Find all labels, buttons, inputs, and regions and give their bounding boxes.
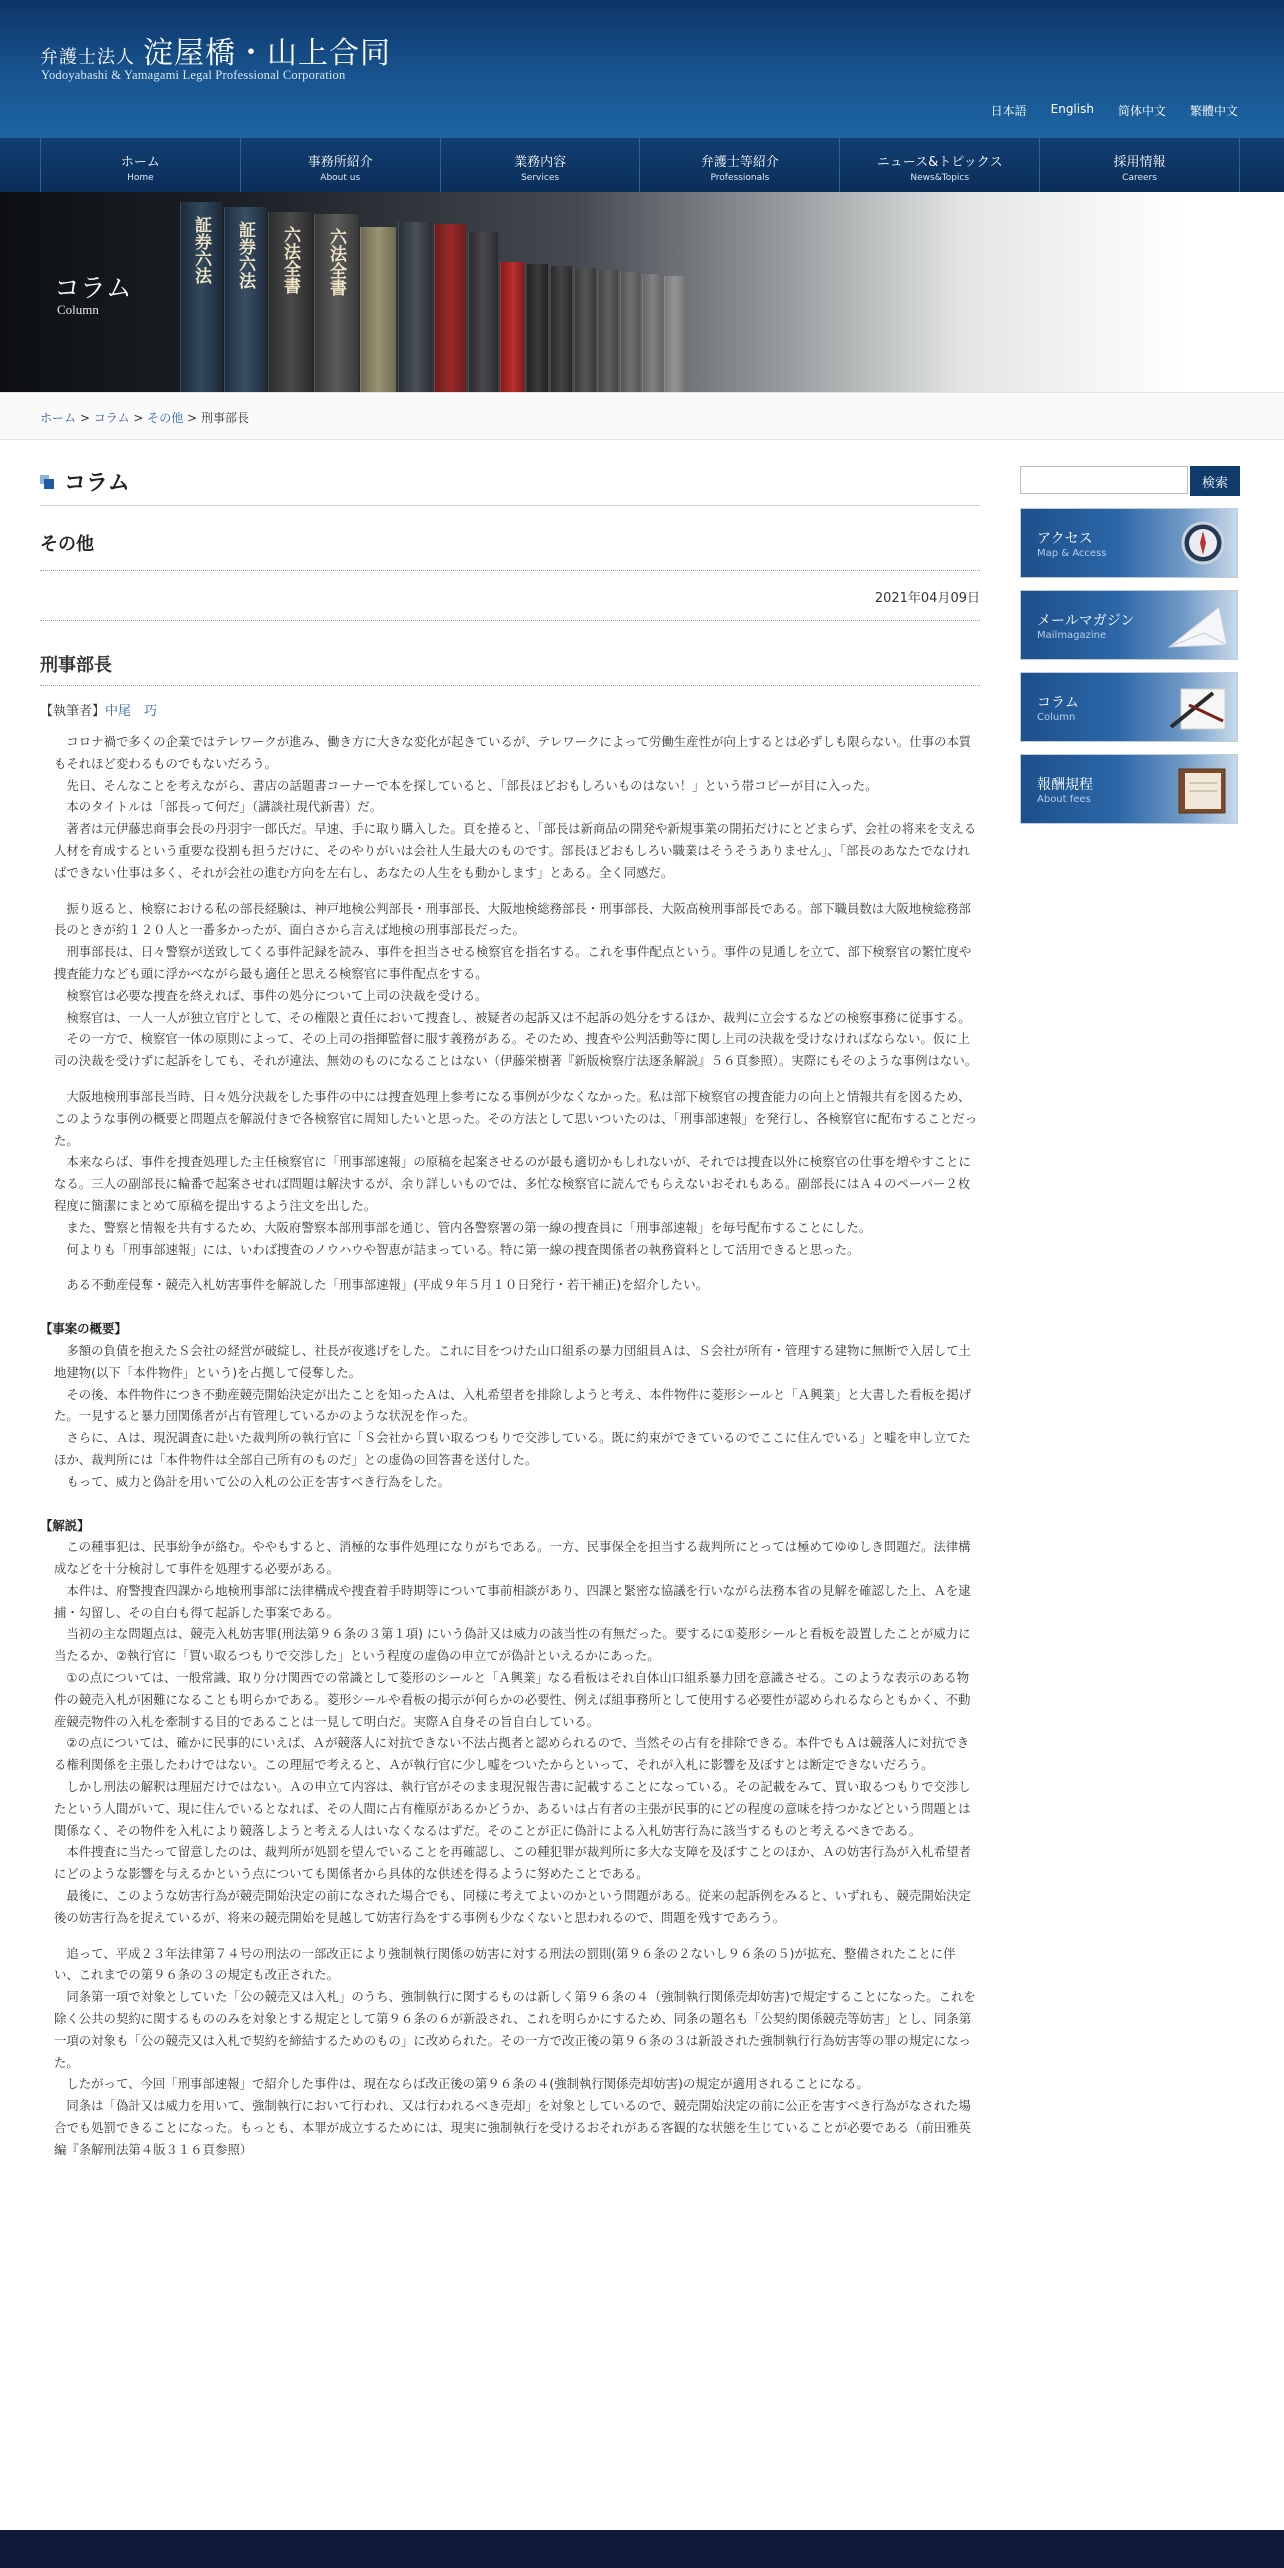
article-paragraph: 何よりも「刑事部速報」には、いわば捜査のノウハウや智恵が詰まっている。特に第一線の捜査関係者の執務資料として活用できると思った。 — [66, 1241, 860, 1257]
search-button[interactable]: 検索 — [1190, 466, 1240, 496]
nav-label: 採用情報 — [1113, 155, 1166, 170]
author-link[interactable]: 中尾 巧 — [105, 704, 158, 719]
banner-subtitle: Mailmagazine — [1037, 630, 1107, 641]
article-paragraph: さらに、Ａは、現況調査に赴いた裁判所の執行官に「Ｓ会社から買い取るつもりで交渉している。既に約束ができているのでここに住んでいる」と嘘を申し立てたほか、裁判所には「本件物件は全部自己所有のものだ」との虚偽の回答書を送付した。 — [54, 1430, 971, 1467]
nav-label: 業務内容 — [514, 155, 567, 170]
site-logo[interactable] — [40, 28, 391, 72]
hero-banner — [0, 192, 1284, 392]
article-paragraph: 追って、平成２３年法律第７４号の刑法の一部改正により強制執行関係の妨害に対する刑法の罰則(第９６条の２ないし９６条の５)が拡充、整備されたことに伴い、これまでの第９６条の３の規定も改正された。 — [54, 1945, 956, 1983]
article-paragraph: この種事犯は、民事紛争が絡む。ややもすると、消極的な事件処理になりがちである。一方、民事保全を担当する裁判所にとっては極めてゆゆしき問題だ。法律構成などを十分検討して事件を処理する必要がある。 — [54, 1539, 971, 1577]
article-paragraph: コロナ禍で多くの企業ではテレワークが進み、働き方に大きな変化が起きているが、テレワークによって労働生産性が向上するとは必ずしも限らない。仕事の本質もそれほど変わるものでもないだろう。 — [54, 734, 972, 771]
book — [224, 207, 266, 392]
book — [398, 222, 432, 392]
article-paragraph: 本件は、府警捜査四課から地検刑事部に法律構成や捜査着手時期等について事前相談があり、四課と緊密な協議を行いながら法務本省の見解を確認した上、Ａを逮捕・勾留し、その自白も得て起訴した事案である。 — [54, 1582, 971, 1620]
breadcrumb-home[interactable]: ホーム — [40, 411, 77, 425]
author-label: 【執筆者】 — [40, 704, 106, 719]
article-paragraph: もって、威力と偽計を用いて公の入札の公正を害すべき行為をした。 — [66, 1473, 451, 1489]
article-paragraph: 本のタイトルは「部長って何だ」（講談社現代新書）だ。 — [66, 799, 383, 815]
breadcrumb-bar — [0, 392, 1284, 440]
article-paragraph: 同条は「偽計又は威力を用いて、強制執行において行われ、又は行われるべき売却」を対象としているので、競売開始決定の前に公正を害すべき行為がなされた場合でも処罰できることになった。もっとも、本罪が成立するためには、現実に強制執行を受けるおそれがある客観的な状態を生じていることが必要である（前田雅英編『条解刑法第４版３１６頁参照） — [54, 2098, 971, 2157]
hero-subtitle: Column — [57, 302, 99, 317]
breadcrumb-separator: > — [183, 411, 201, 425]
article-body — [40, 731, 980, 2161]
nav-home[interactable] — [40, 138, 240, 193]
banner-fees[interactable] — [1020, 754, 1238, 824]
book — [468, 232, 498, 392]
book — [268, 212, 312, 392]
paragraph-gap — [40, 1929, 980, 1943]
breadcrumb-other[interactable]: その他 — [147, 411, 184, 425]
sidebar — [1020, 466, 1240, 824]
hero-title: コラム — [54, 274, 132, 304]
logo-subtitle: Yodoyabashi & Yamagami Legal Professional Corporation — [41, 68, 346, 82]
nav-label: ホーム — [120, 155, 160, 170]
lang-japanese[interactable]: 日本語 — [990, 104, 1027, 118]
article-paragraph: ①の点については、一般常識、取り分け関西での常識として菱形のシールと「Ａ興業」なる看板はそれ自体山口組系暴力団を意識させる。このような表示のある物件の競売入札が困難になることも明らかである。菱形シールや看板の掲示が何らかの必要性、例えば組事務所として使用する必要性が認められるならともかく、不動産競売物件の入札を牽制する目的であることは一見して明白だ。実際Ａ自身その旨自白している。 — [54, 1670, 971, 1729]
article-paragraph: ある不動産侵奪・競売入札妨害事件を解説した「刑事部速報」(平成９年５月１０日発行・若干補正)を紹介したい。 — [66, 1277, 708, 1293]
compass-icon — [1159, 517, 1229, 571]
banner-access[interactable] — [1020, 508, 1238, 578]
article-paragraph: 振り返ると、検察における私の部長経験は、神戸地検公判部長・刑事部長、大阪地検総務部長・刑事部長、大阪高検刑事部長である。部下職員数は大阪地検総務部長のときが約１２０人と一番多かったが、面白さから言えば地検の刑事部長だった。 — [54, 900, 971, 938]
nav-sublabel: About us — [320, 173, 361, 183]
banner-title: 報酬規程 — [1037, 777, 1093, 793]
article-paragraph: 最後に、このような妨害行為が競売開始決定の前になされた場合でも、同様に考えてよいのかという問題がある。従来の起訴例をみると、いずれも、競売開始決定後の妨害行為を捉えているが、将来の競売開始を見越して妨害行為をする事例も少なくないと思われるので、問題を残すであろう。 — [54, 1888, 971, 1925]
search-input[interactable] — [1020, 466, 1188, 494]
banner-subtitle: About fees — [1037, 794, 1091, 805]
site-header — [0, 0, 1284, 137]
envelope-icon — [1159, 599, 1229, 653]
book-label: 六法全書 — [326, 228, 346, 296]
book-label: 六法全書 — [280, 226, 300, 294]
book-label: 証券六法 — [191, 216, 211, 284]
lang-traditional-chinese[interactable]: 繁體中文 — [1189, 104, 1238, 118]
article-paragraph: その後、本件物件につき不動産競売開始決定が出たことを知ったＡは、入札希望者を排除しようと考え、本件物件に菱形シールと「Ａ興業」と大書した看板を掲げた。一見すると暴力団関係者が占有管理しているかのような状況を作った。 — [54, 1386, 972, 1424]
paragraph-gap — [40, 1072, 980, 1086]
nav-careers[interactable] — [1039, 138, 1240, 193]
nav-sublabel: Home — [127, 173, 154, 183]
nav-services[interactable] — [440, 138, 640, 193]
site-footer — [0, 2530, 1284, 2568]
book — [550, 266, 572, 392]
category-title: その他 — [40, 530, 980, 571]
main-content — [40, 466, 980, 2161]
banner-column[interactable] — [1020, 672, 1238, 742]
book — [314, 214, 358, 392]
logo-name: 淀屋橋・山上合同 — [143, 36, 391, 71]
nav-label: 事務所紹介 — [307, 155, 373, 170]
book — [574, 268, 596, 392]
article-subheading: 【解説】 — [40, 1517, 90, 1533]
book — [434, 224, 466, 392]
book — [598, 270, 618, 392]
section-gap — [40, 1493, 980, 1515]
section-square-icon — [40, 475, 54, 489]
search-form — [1020, 466, 1240, 496]
article-paragraph: 多額の負債を抱えたＳ会社の経営が破綻し、社長が夜逃げをした。これに目をつけた山口組系の暴力団組員Ａは、Ｓ会社が所有・管理する建物に無断で入居して土地建物(以下「本件物件」という)を占拠して侵奪した。 — [54, 1342, 971, 1380]
nav-about[interactable] — [240, 138, 440, 193]
banner-subtitle: Column — [1037, 712, 1076, 723]
breadcrumb-separator: > — [129, 411, 148, 425]
book — [642, 274, 662, 392]
breadcrumb-current: 刑事部長 — [200, 411, 249, 425]
article-paragraph: その一方で、検察官一体の原則によって、その上司の指揮監督に服す義務がある。そのため、捜査や公判活動等に関し上司の決裁を受けなければならない。仮に上司の決裁を受けずに起訴をしても、それが違法、無効のものになることはない（伊藤栄樹著『新版検察庁法逐条解説』５６頁参照）。実際にもそのような事例はない。 — [54, 1031, 978, 1069]
nav-news[interactable] — [839, 138, 1039, 193]
post-date: 2021年04月09日 — [40, 587, 980, 621]
article-paragraph: 本件捜査に当たって留意したのは、裁判所が処罰を望んでいることを再確認し、この種犯罪が裁判所に多大な支障を及ぼすことのほか、Ａの妨害行為が入札希望者にどのような影響を与えるかという点についても関係者から具体的な供述を得るように努めたことである。 — [54, 1844, 971, 1882]
paragraph-gap — [40, 1260, 980, 1274]
article-paragraph: 検察官は、一人一人が独立官庁として、その権限と責任において捜査し、被疑者の起訴又は不起訴の処分をするほか、裁判に立会するなどの検察事務に従事する。 — [66, 1009, 971, 1025]
book — [620, 272, 640, 392]
article-title: 刑事部長 — [40, 651, 980, 686]
banner-title: コラム — [1037, 695, 1079, 711]
pen-icon — [1159, 681, 1229, 735]
article-paragraph: 本来ならば、事件を捜査処理した主任検察官に「刑事部速報」の原稿を起案させるのが最も適切かもしれないが、それでは捜査以外に検察官の仕事を増やすことになる。三人の副部長に輪番で起案させれば問題は解決するが、余り詳しいものでは、多忙な検察官に読んでもらえないおそれもある。副部長にはＡ４のペーパー２枚程度に簡潔にまとめて原稿を提出するよう注文を出した。 — [54, 1154, 971, 1213]
books-image — [170, 192, 970, 392]
breadcrumb-separator: > — [76, 411, 94, 425]
nav-label: ニュース&トピックス — [876, 155, 1003, 170]
lang-english[interactable]: English — [1050, 102, 1094, 116]
nav-sublabel: Careers — [1122, 173, 1157, 183]
book — [500, 262, 524, 392]
breadcrumb-column[interactable]: コラム — [93, 411, 130, 425]
section-title-text: コラム — [64, 471, 130, 496]
banner-subtitle: Map & Access — [1037, 548, 1107, 559]
article-paragraph: ②の点については、確かに民事的にいえば、Ａが競落人に対抗できない不法占拠者と認められるので、当然その占有を排除できる。本件でもＡは競落人に対抗できる権利関係を主張したわけではない。この理屈で考えると、Ａが執行官に少し嘘をついたからといって、それが入札に影響を及ぼすとは断定できないだろう。 — [54, 1735, 970, 1773]
banner-mailmagazine[interactable] — [1020, 590, 1238, 660]
article-paragraph: 刑事部長は、日々警察が送致してくる事件記録を読み、事件を担当させる検察官を指名する。これを事件配点という。事件の見通しを立て、部下検察官の繁忙度や捜査能力なども頭に浮かべながら最も適任と思える検察官に事件配点をする。 — [54, 944, 972, 981]
book — [664, 276, 684, 392]
article-paragraph: しかし刑法の解釈は理屈だけではない。Ａの申立て内容は、執行官がそのまま現況報告書に記載することになっている。その記載をみて、買い取るつもりで交渉したという人間がいて、現に住んでいるとなれば、その人間に占有権原があるかどうか、あるいは占有者の主張が民事的にどの程度の意味を持つかなどという問題とは関係なく、その物件を入札により競落しようと考える人はいなくなるはずだ。そのことが正に偽計による入札妨害行為に該当するものと考えるべきである。 — [54, 1779, 971, 1838]
article-paragraph: 大阪地検刑事部長当時、日々処分決裁をした事件の中には捜査処理上参考になる事例が少なくなかった。私は部下検察官の捜査能力の向上と情報共有を図るため、このような事例の概要と問題点を解説付きで各検察官に周知したいと思った。その方法として思いついたのは、「刑事部速報」を発行し、各検察官に配布することだった。 — [54, 1088, 978, 1148]
banner-title: アクセス — [1037, 531, 1093, 547]
article-paragraph: また、警察と情報を共有するため、大阪府警察本部刑事部を通じ、管内各警察署の第一線の捜査員に「刑事部速報」を毎号配布することにした。 — [66, 1219, 872, 1235]
article-paragraph: 先日、そんなことを考えながら、書店の話題書コーナーで本を探していると、「部長ほどおもしろいものはない！」という帯コピーが目に入った。 — [66, 777, 878, 793]
nav-label: 弁護士等紹介 — [700, 155, 779, 170]
article-paragraph: 当初の主な問題点は、競売入札妨害罪(刑法第９６条の３第１項) にいう偽計又は威力の該当性の有無だった。要するに①菱形シールと看板を設置したことが威力に当たるか、②執行官に「買い取るつもりで交渉した」という程度の虚偽の申立てが偽計といえるかにあった。 — [54, 1626, 971, 1664]
logo-prefix: 弁護士法人 — [40, 47, 135, 68]
paragraph-gap — [40, 884, 980, 898]
notebook-icon — [1159, 763, 1229, 817]
language-switcher — [967, 102, 1238, 119]
nav-professionals[interactable] — [639, 138, 839, 193]
nav-sublabel: Professionals — [710, 173, 770, 183]
book-label: 証券六法 — [235, 221, 255, 289]
article-paragraph: 検察官は必要な捜査を終えれば、事件の処分について上司の決裁を受ける。 — [66, 987, 488, 1003]
book — [180, 202, 222, 392]
banner-title: メールマガジン — [1037, 613, 1135, 629]
book — [360, 227, 396, 392]
nav-sublabel: Services — [521, 173, 560, 183]
lang-simplified-chinese[interactable]: 简体中文 — [1117, 104, 1166, 118]
breadcrumb — [40, 409, 249, 426]
section-gap — [40, 1296, 980, 1318]
article-paragraph: 同条第一項で対象としていた「公の競売又は入札」のうち、強制執行に関するものは新しく第９６条の４（強制執行関係売却妨害)で規定することになった。これを除く公共の契約に関するもののみを対象とする規定として第９６条の６が新設され、これを明らかにするため、同条の題名も「公契約関係競売等妨害」とし、同条第一項の対象も「公の競売又は入札で契約を締結するためのもの」に改められた。その一方で改正後の第９６条の３は新設された強制執行行為妨害等の罪の規定になった。 — [54, 1989, 976, 2070]
nav-sublabel: News&Topics — [910, 173, 970, 183]
article-paragraph: したがって、今回「刑事部速報」で紹介した事件は、現在ならば改正後の第９６条の４(強制執行関係売却妨害)の規定が適用されることになる。 — [66, 2076, 869, 2092]
global-nav — [0, 137, 1284, 193]
book — [526, 264, 548, 392]
article-paragraph: 著者は元伊藤忠商事会長の丹羽宇一郎氏だ。早速、手に取り購入した。頁を捲ると、「部長は新商品の開発や新規事業の開拓だけにとどまらず、会社の将来を支える人材を育成するという重要な役割も担うだけに、そのやりがいは会社人生最大のものです。部長ほどおもしろい職業はそうそうありません」、「部長のあなたでなければできない仕事は多く、それが会社の進む方向を左右し、あなたの人生をも動かします」とある。全く同感だ。 — [54, 821, 977, 880]
section-title — [40, 466, 980, 506]
author-line — [40, 700, 980, 719]
article-subheading: 【事案の概要】 — [40, 1321, 127, 1337]
